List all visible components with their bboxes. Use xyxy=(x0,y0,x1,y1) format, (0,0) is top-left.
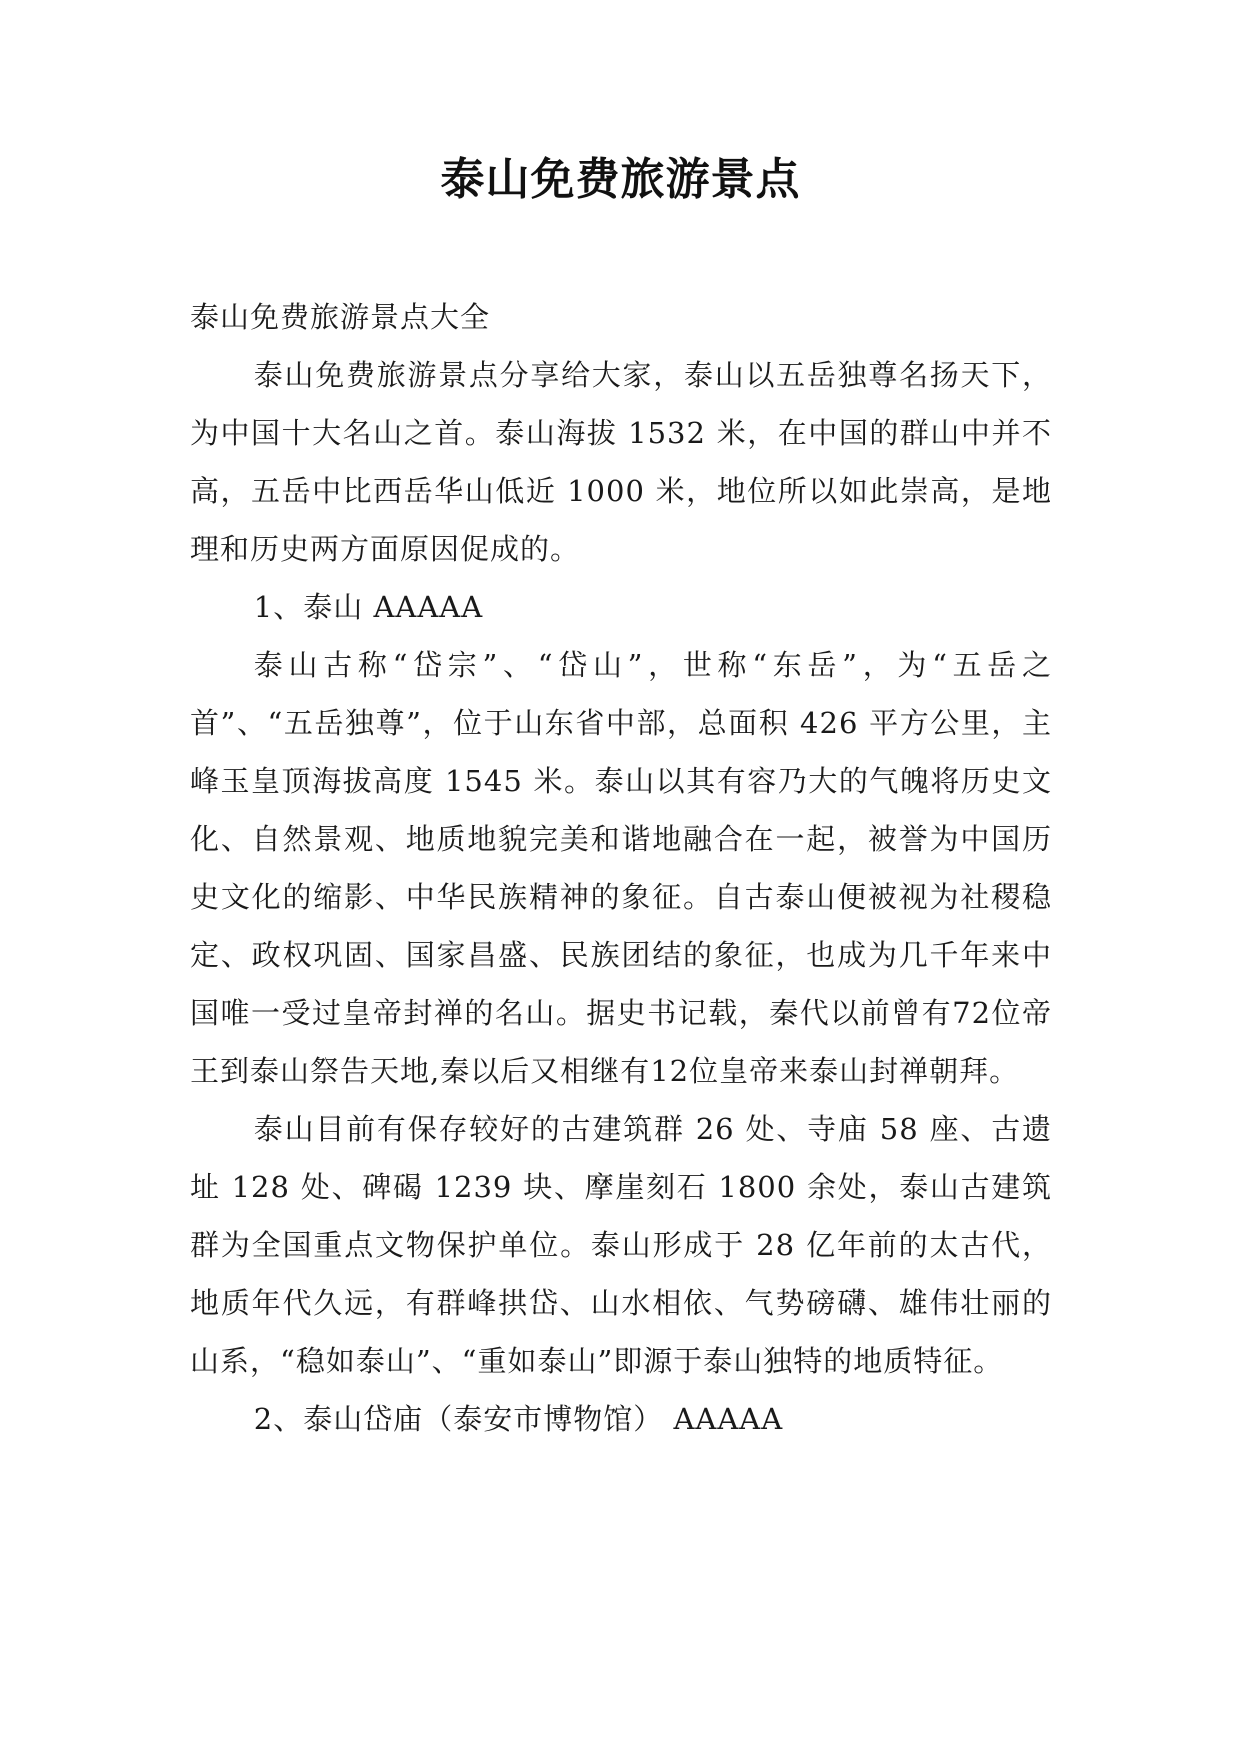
document-subtitle: 泰山免费旅游景点大全 xyxy=(190,300,491,334)
section-heading-daimiao: 2、泰山岱庙（泰安市博物馆） AAAAA xyxy=(253,1402,784,1436)
document-body xyxy=(190,288,1052,1448)
document-title: 泰山免费旅游景点 xyxy=(440,154,801,205)
taishan-heritage-paragraph: 泰山目前有保存较好的古建筑群 26 处、寺庙 58 座、古遗址 128 处、碑碣 1239 块、摩崖刻石 1800 余处，泰山古建筑群为全国重点文物保护单位。泰山形成于 28 亿年前的太古代，地质年代久远，有群峰拱岱、山水相依、气势磅礴、雄伟壮丽的山系，“稳如泰山”、“重如泰山”即源于泰山独特的地质特征。 xyxy=(190,1112,1052,1378)
intro-paragraph: 泰山免费旅游景点分享给大家，泰山以五岳独尊名扬天下，为中国十大名山之首。泰山海拔 1532 米，在中国的群山中并不高，五岳中比西岳华山低近 1000 米，地位所以如此崇高，是地理和历史两方面原因促成的。 xyxy=(190,358,1052,566)
taishan-history-paragraph: 泰山古称“岱宗”、“岱山”，世称“东岳”，为“五岳之首”、“五岳独尊”，位于山东省中部，总面积 426 平方公里，主峰玉皇顶海拔高度 1545 米。泰山以其有容乃大的气魄将历史文化、自然景观、地质地貌完美和谐地融合在一起，被誉为中国历史文化的缩影、中华民族精神的象征。自古泰山便被视为社稷稳定、政权巩固、国家昌盛、民族团结的象征，也成为几千年来中国唯一受过皇帝封禅的名山。据史书记载，秦代以前曾有72位帝王到泰山祭告天地,秦以后又相继有12位皇帝来泰山封禅朝拜。 xyxy=(190,648,1052,1088)
section-heading-taishan: 1、泰山 AAAAA xyxy=(253,590,484,624)
